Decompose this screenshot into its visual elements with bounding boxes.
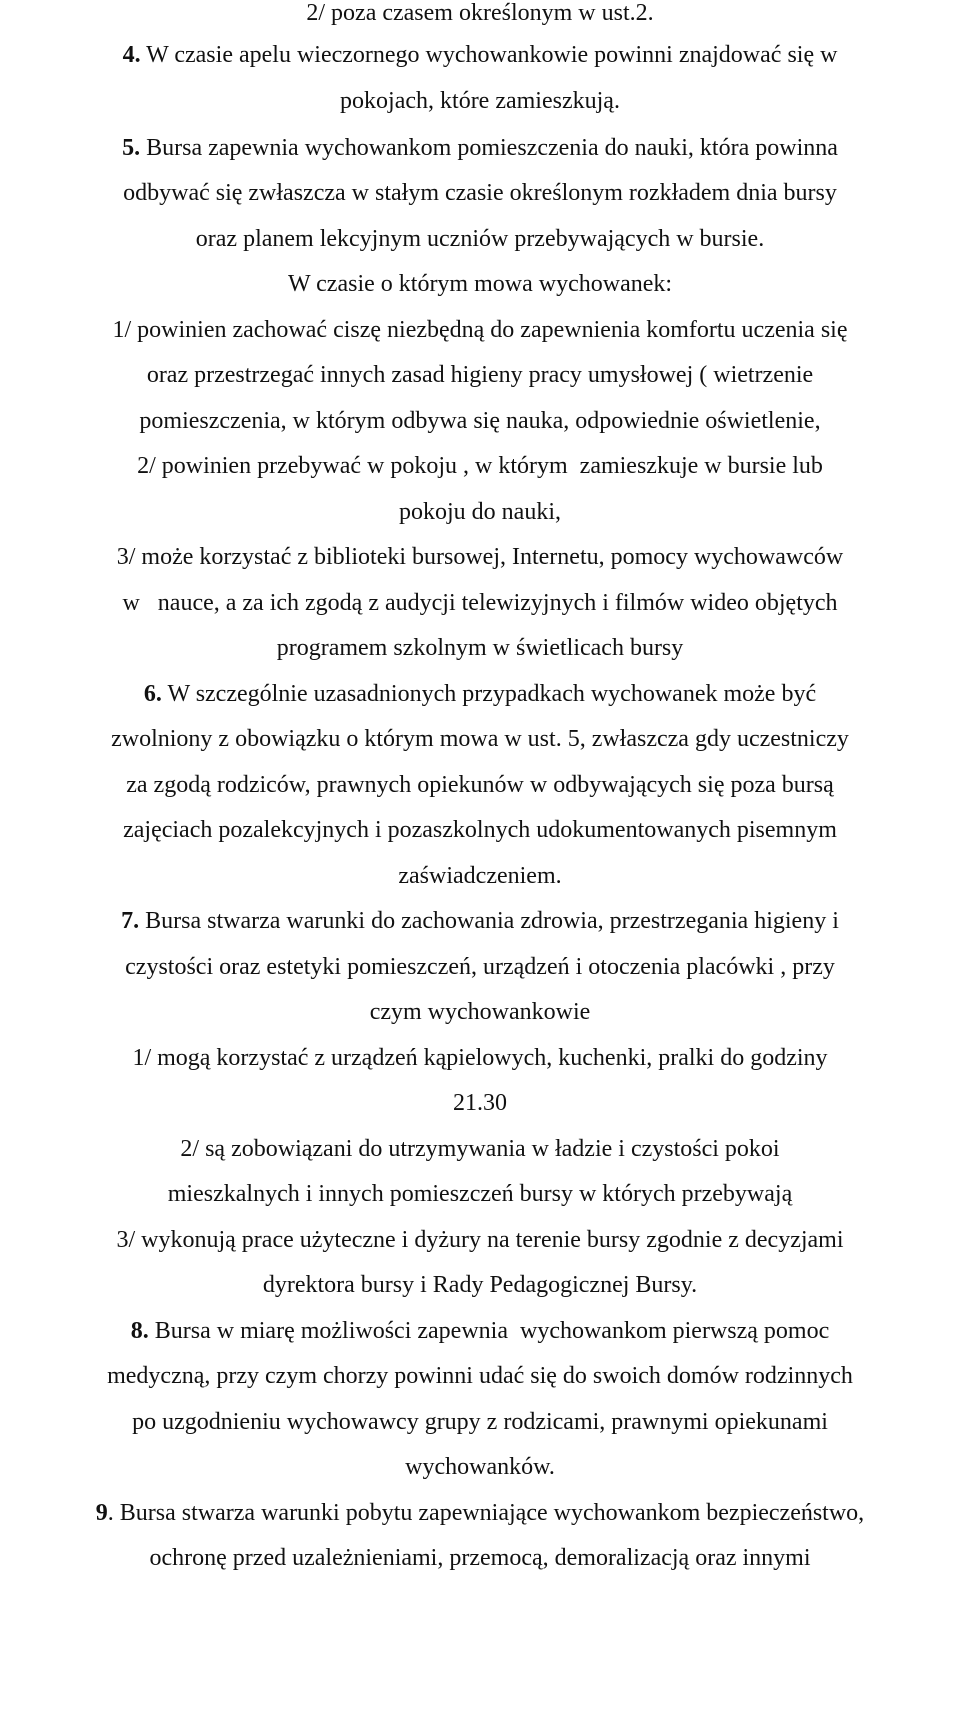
text-line: 3/ wykonują prace użyteczne i dyżury na terenie bursy zgodnie z decyzjami (116, 1227, 844, 1253)
text-line: w nauce, a za ich zgodą z audycji telewizyjnych i filmów wideo objętych (122, 590, 838, 616)
text-line: 9. Bursa stwarza warunki pobytu zapewniające wychowankom bezpieczeństwo, (95, 1500, 865, 1526)
text-line: czystości oraz estetyki pomieszczeń, urządzeń i otoczenia placówki , przy (125, 954, 835, 980)
text-line: mieszkalnych i innych pomieszczeń bursy w których przebywają (167, 1181, 793, 1207)
text-line: oraz planem lekcyjnym uczniów przebywających w bursie. (195, 226, 765, 252)
text-line: po uzgodnieniu wychowawcy grupy z rodzicami, prawnymi opiekunami (132, 1409, 828, 1435)
text-line: 1/ mogą korzystać z urządzeń kąpielowych, kuchenki, pralki do godziny (132, 1045, 828, 1071)
text-line: W czasie o którym mowa wychowanek: (287, 271, 673, 297)
text-line: 8. Bursa w miarę możliwości zapewnia wychowankom pierwszą pomoc (130, 1318, 830, 1344)
text-line: 7. Bursa stwarza warunki do zachowania zdrowia, przestrzegania higieny i (121, 908, 839, 934)
text-line: 2/ powinien przebywać w pokoju , w którym zamieszkuje w bursie lub (137, 453, 823, 479)
text-line: medyczną, przy czym chorzy powinni udać się do swoich domów rodzinnych (107, 1363, 853, 1389)
text-line: 3/ może korzystać z biblioteki bursowej, Internetu, pomocy wychowawców (116, 544, 844, 570)
text-line: 4. W czasie apelu wieczornego wychowankowie powinni znajdować się w (122, 42, 838, 68)
text-line: zajęciach pozalekcyjnych i pozaszkolnych udokumentowanych pisemnym (123, 817, 837, 843)
text-line: 21.30 (453, 1090, 507, 1116)
text-line: odbywać się zwłaszcza w stałym czasie określonym rozkładem dnia bursy (123, 180, 837, 206)
text-line: 5. Bursa zapewnia wychowankom pomieszczenia do nauki, która powinna (122, 135, 838, 161)
text-line: za zgodą rodziców, prawnych opiekunów w odbywających się poza bursą (126, 772, 834, 798)
text-line: 1/ powinien zachować ciszę niezbędną do zapewnienia komfortu uczenia się (112, 317, 848, 343)
text-line: pomieszczenia, w którym odbywa się nauka, odpowiednie oświetlenie, (139, 408, 821, 434)
text-line: wychowanków. (405, 1454, 555, 1480)
text-line: 2/ poza czasem określonym w ust.2. (306, 0, 654, 26)
text-line: pokoju do nauki, (399, 499, 561, 525)
text-line: pokojach, które zamieszkują. (340, 88, 620, 114)
text-line: oraz przestrzegać innych zasad higieny pracy umysłowej ( wietrzenie (146, 362, 814, 388)
text-line: dyrektora bursy i Rady Pedagogicznej Bursy. (262, 1272, 698, 1298)
text-line: 2/ są zobowiązani do utrzymywania w ładzie i czystości pokoi (180, 1136, 780, 1162)
text-line: zaświadczeniem. (398, 863, 562, 889)
text-line: 6. W szczególnie uzasadnionych przypadkach wychowanek może być (143, 681, 817, 707)
text-line: programem szkolnym w świetlicach bursy (276, 635, 684, 661)
text-line: zwolniony z obowiązku o którym mowa w ust. 5, zwłaszcza gdy uczestniczy (111, 726, 849, 752)
text-line: czym wychowankowie (369, 999, 591, 1025)
text-line: ochronę przed uzależnieniami, przemocą, demoralizacją oraz innymi (149, 1545, 811, 1571)
